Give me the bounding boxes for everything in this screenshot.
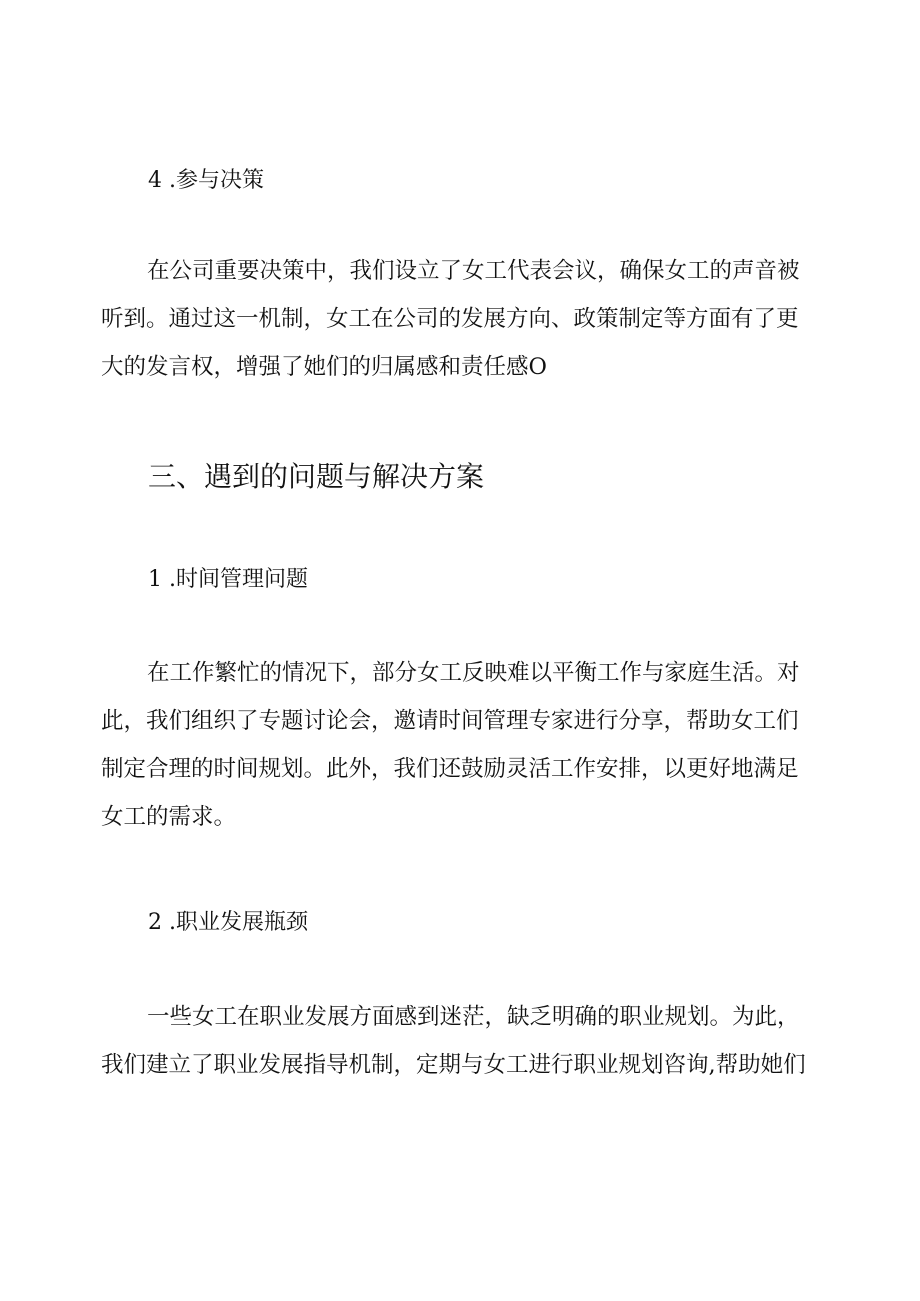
paragraph-line: 听到。通过这一机制，女工在公司的发展方向、政策制定等方面有了更 [101,306,799,332]
subheading-participate-decision: 4 .参与决策 [148,168,264,193]
paragraph-time-management [101,649,823,841]
paragraph-line: 我们建立了职业发展指导机制，定期与女工进行职业规划咨询,帮助她们 [101,1052,806,1078]
paragraph-line: 女工的需求。 [101,804,237,830]
section-heading-problems: 三、遇到的问题与解决方案 [148,460,485,493]
subheading-time-management: 1 .时间管理问题 [148,567,308,592]
paragraph-career [101,993,823,1089]
paragraph-line: 此，我们组织了专题讨论会，邀请时间管理专家进行分享，帮助女工们 [101,708,799,734]
subheading-career-bottleneck: 2 .职业发展瓶颈 [148,910,308,935]
paragraph-decision [101,247,823,391]
paragraph-line: 大的发言权，增强了她们的归属感和责任感O [101,354,547,380]
paragraph-line: 一些女工在职业发展方面感到迷茫，缺乏明确的职业规划。为此， [147,1004,800,1030]
paragraph-line: 在公司重要决策中，我们设立了女工代表会议，确保女工的声音被 [147,258,800,284]
paragraph-line: 在工作繁忙的情况下，部分女工反映难以平衡工作与家庭生活。对 [147,660,800,686]
paragraph-line: 制定合理的时间规划。此外，我们还鼓励灵活工作安排，以更好地满足 [101,756,799,782]
